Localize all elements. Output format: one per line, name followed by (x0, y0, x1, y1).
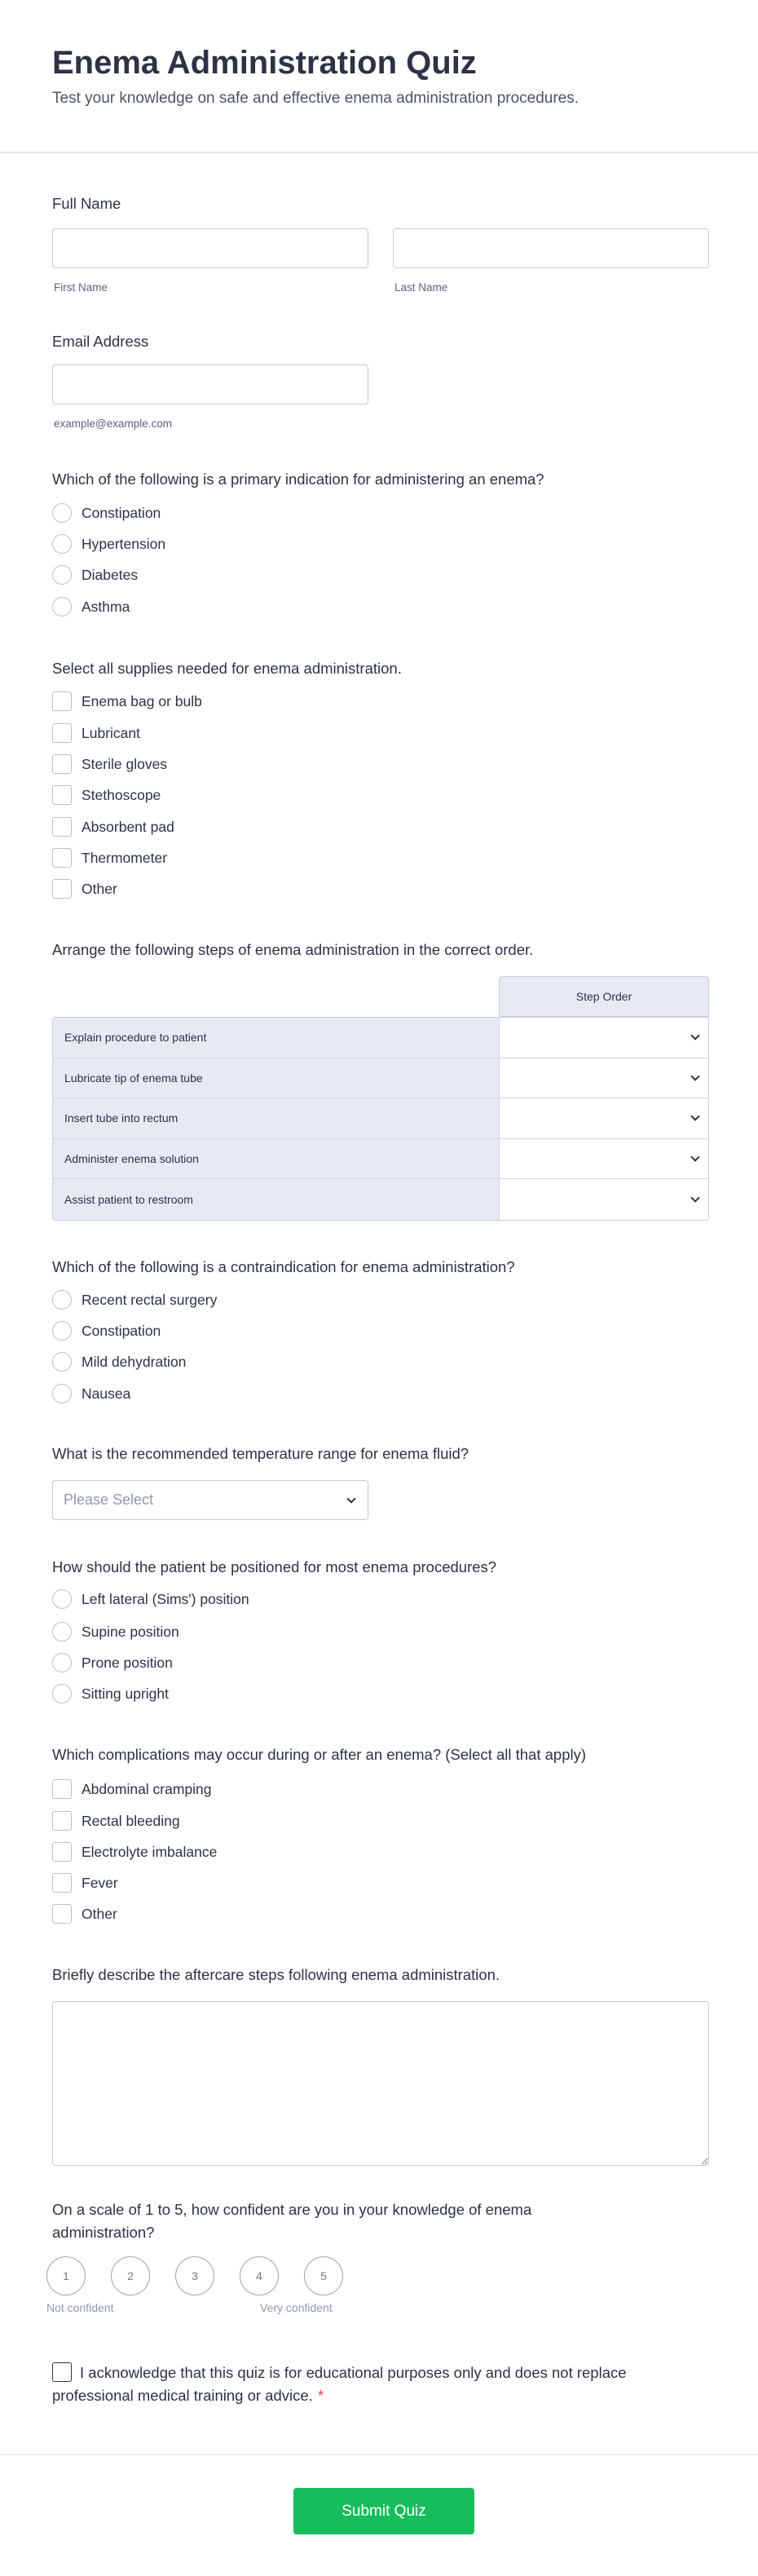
radio-button[interactable] (52, 1684, 72, 1703)
rating-4[interactable]: 4 (240, 2256, 279, 2295)
option-label: Other (82, 880, 117, 897)
option-label: Electrolyte imbalance (82, 1843, 218, 1860)
matrix-row-label: Assist patient to restroom (53, 1179, 500, 1220)
form-subtitle: Test your knowledge on safe and effective enema administration procedures. (52, 90, 580, 107)
matrix-row-label: Administer enema solution (53, 1139, 500, 1179)
checkbox[interactable] (52, 1811, 72, 1831)
option-label: Hypertension (82, 535, 166, 552)
q1-option[interactable] (52, 563, 138, 586)
matrix-row (53, 1058, 708, 1099)
checkbox[interactable] (52, 848, 72, 868)
q7-option[interactable] (52, 1840, 217, 1863)
checkbox[interactable] (52, 754, 72, 774)
rating-high-label: Very confident (260, 2301, 333, 2314)
q7-option[interactable] (52, 1809, 180, 1832)
checkbox[interactable] (52, 1873, 72, 1893)
chevron-down-icon (690, 1112, 699, 1121)
step-order-select[interactable] (500, 1018, 708, 1058)
q2-label: Select all supplies needed for enema administration. (52, 660, 402, 677)
q4-option[interactable] (52, 1350, 186, 1373)
option-label: Diabetes (82, 566, 139, 583)
option-label: Supine position (82, 1623, 179, 1640)
chevron-down-icon (690, 1194, 699, 1203)
q6-option[interactable] (52, 1588, 249, 1611)
option-label: Enema bag or bulb (82, 692, 202, 709)
matrix-row-label: Lubricate tip of enema tube (53, 1058, 500, 1098)
radio-button[interactable] (52, 1589, 72, 1609)
radio-button[interactable] (52, 534, 72, 554)
q2-option[interactable] (52, 722, 140, 745)
option-label: Constipation (82, 1322, 161, 1339)
chevron-down-icon (690, 1071, 699, 1080)
q1-option[interactable] (52, 532, 165, 555)
checkbox[interactable] (52, 691, 72, 711)
checkbox[interactable] (52, 1842, 72, 1862)
full-name-label: Full Name (52, 195, 121, 212)
q2-option[interactable] (52, 877, 117, 900)
q4-option[interactable] (52, 1382, 130, 1405)
chevron-down-icon (346, 1494, 355, 1503)
q4-option[interactable] (52, 1319, 161, 1342)
aftercare-textarea[interactable] (52, 2001, 709, 2166)
q6-option[interactable] (52, 1620, 179, 1643)
email-sublabel: example@example.com (54, 418, 173, 430)
radio-button[interactable] (52, 1653, 72, 1672)
q6-option[interactable] (52, 1682, 169, 1705)
acknowledge-checkbox[interactable] (52, 2362, 72, 2382)
option-label: Recent rectal surgery (82, 1291, 218, 1308)
q4-option[interactable] (52, 1288, 217, 1311)
matrix-row (53, 1098, 708, 1139)
checkbox[interactable] (52, 785, 72, 805)
option-label: Sitting upright (82, 1685, 170, 1702)
email-input[interactable] (52, 365, 368, 404)
option-label: Left lateral (Sims') position (82, 1590, 249, 1607)
q4-label: Which of the following is a contraindication for enema administration? (52, 1258, 515, 1275)
acknowledge-text: I acknowledge that this quiz is for educational purposes only and does not replace professional medical training or advice. (52, 2364, 627, 2404)
matrix-row-label: Explain procedure to patient (53, 1018, 500, 1058)
q1-label: Which of the following is a primary indication for administering an enema? (52, 471, 544, 488)
matrix-row-label: Insert tube into rectum (53, 1098, 500, 1138)
q2-option[interactable] (52, 784, 161, 806)
checkbox[interactable] (52, 879, 72, 899)
option-label: Asthma (82, 598, 130, 615)
radio-button[interactable] (52, 1384, 72, 1403)
checkbox[interactable] (52, 1779, 72, 1799)
step-order-select[interactable] (500, 1139, 708, 1179)
radio-button[interactable] (52, 503, 72, 523)
header-divider (0, 152, 758, 153)
q7-label: Which complications may occur during or after an enema? (Select all that apply) (52, 1746, 586, 1763)
matrix-row (53, 1018, 708, 1058)
form-title: Enema Administration Quiz (52, 45, 477, 81)
matrix-row (53, 1139, 708, 1180)
rating-low-label: Not confident (46, 2301, 114, 2314)
footer-divider (0, 2454, 758, 2455)
q7-option[interactable] (52, 1871, 118, 1894)
option-label: Prone position (82, 1654, 173, 1671)
checkbox[interactable] (52, 817, 72, 837)
email-label: Email Address (52, 333, 149, 350)
chevron-down-icon (690, 1032, 699, 1041)
option-label: Abdominal cramping (82, 1780, 212, 1797)
option-label: Fever (82, 1874, 118, 1891)
checkbox[interactable] (52, 1904, 72, 1924)
radio-button[interactable] (52, 1352, 72, 1372)
q2-option[interactable] (52, 846, 167, 869)
option-label: Lubricant (82, 724, 140, 741)
q7-option[interactable] (52, 1778, 212, 1801)
temperature-select[interactable] (52, 1480, 368, 1520)
select-placeholder: Please Select (64, 1491, 154, 1508)
q8-label: Briefly describe the aftercare steps following enema administration. (52, 1966, 500, 1983)
q1-option[interactable] (52, 595, 130, 618)
last-name-sublabel: Last Name (394, 281, 448, 294)
q3-label: Arrange the following steps of enema administration in the correct order. (52, 941, 534, 958)
matrix-row (53, 1179, 708, 1220)
option-label: Absorbent pad (82, 818, 174, 835)
option-label: Stethoscope (82, 786, 161, 803)
radio-button[interactable] (52, 1622, 72, 1641)
option-label: Nausea (82, 1385, 131, 1402)
option-label: Other (82, 1905, 117, 1922)
radio-button[interactable] (52, 565, 72, 585)
rating-5[interactable]: 5 (304, 2256, 343, 2295)
radio-button[interactable] (52, 1321, 72, 1341)
first-name-input[interactable] (52, 228, 368, 268)
step-order-select[interactable] (500, 1098, 708, 1138)
rating-3[interactable]: 3 (175, 2256, 214, 2295)
q9-label: On a scale of 1 to 5, how confident are you in your knowledge of enema administration? (52, 2201, 532, 2241)
last-name-input[interactable] (393, 228, 709, 268)
step-order-select[interactable] (500, 1058, 708, 1098)
option-label: Thermometer (82, 849, 168, 866)
option-label: Rectal bleeding (82, 1812, 180, 1829)
q2-option[interactable] (52, 690, 202, 713)
radio-button[interactable] (52, 1290, 72, 1310)
q2-option[interactable] (52, 815, 174, 838)
option-label: Mild dehydration (82, 1353, 187, 1370)
option-label: Sterile gloves (82, 755, 168, 772)
chevron-down-icon (690, 1152, 699, 1161)
checkbox[interactable] (52, 723, 72, 743)
first-name-sublabel: First Name (54, 281, 108, 294)
step-order-select[interactable] (500, 1179, 708, 1220)
q6-label: How should the patient be positioned for most enema procedures? (52, 1558, 497, 1575)
required-mark: * (317, 2387, 324, 2404)
acknowledgement (52, 2362, 639, 2407)
q5-label: What is the recommended temperature range for enema fluid? (52, 1445, 469, 1462)
rating-2[interactable]: 2 (111, 2256, 150, 2295)
radio-button[interactable] (52, 597, 72, 616)
q1-option[interactable] (52, 502, 161, 524)
matrix-column-header: Step Order (499, 976, 709, 1017)
submit-button[interactable]: Submit Quiz (293, 2488, 474, 2534)
rating-1[interactable]: 1 (46, 2256, 86, 2295)
order-matrix (52, 1017, 709, 1221)
q7-option[interactable] (52, 1902, 117, 1925)
q2-option[interactable] (52, 753, 167, 775)
q6-option[interactable] (52, 1651, 173, 1674)
option-label: Constipation (82, 504, 161, 521)
